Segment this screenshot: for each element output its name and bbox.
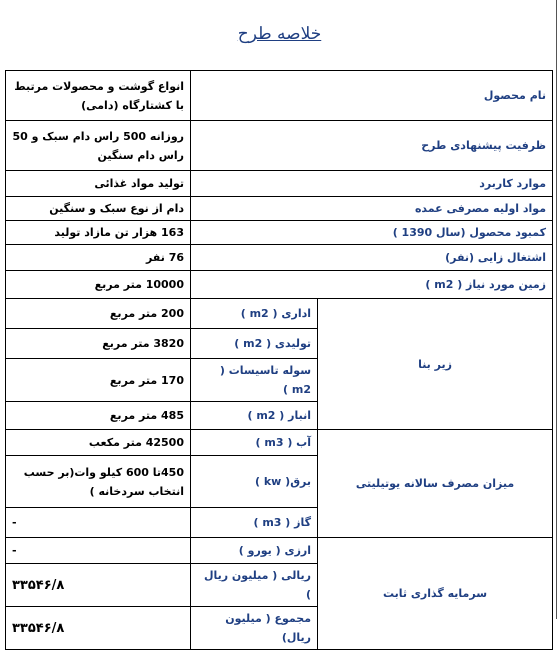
investment-foreign-value: -	[6, 538, 191, 564]
shortage-value: 163 هزار تن مازاد تولید	[6, 221, 191, 245]
usage-label: موارد کاربرد	[191, 171, 553, 197]
raw-materials-label: مواد اولیه مصرفی عمده	[191, 197, 553, 221]
table-row	[6, 121, 553, 171]
utilities-electricity-label: برق( kw )	[191, 456, 318, 508]
utilities-water-label: آب ( m3 )	[191, 430, 318, 456]
building-utility-hall-label: سوله تاسیسات ( m2 )	[191, 359, 318, 402]
investment-rial-value: ۳۳۵۴۶/۸	[6, 564, 191, 607]
page-edge	[556, 0, 557, 619]
table-row	[6, 271, 553, 299]
utilities-label: میزان مصرف سالانه یوتیلیتی	[318, 430, 553, 538]
investment-foreign-label: ارزی ( یورو )	[191, 538, 318, 564]
utilities-gas-value: -	[6, 508, 191, 538]
land-label: زمین مورد نیاز ( m2 )	[191, 271, 553, 299]
table-row	[6, 197, 553, 221]
investment-rial-label: ریالی ( میلیون ریال )	[191, 564, 318, 607]
table-row	[6, 245, 553, 271]
table-row	[6, 430, 553, 456]
building-office-label: اداری ( m2 )	[191, 299, 318, 329]
summary-table	[5, 70, 553, 650]
table-row	[6, 299, 553, 329]
utilities-water-value: 42500 متر مکعب	[6, 430, 191, 456]
page-title: خلاصه طرح	[237, 24, 322, 44]
employment-value: 76 نفر	[6, 245, 191, 271]
raw-materials-value: دام از نوع سبک و سنگین	[6, 197, 191, 221]
table-row	[6, 221, 553, 245]
shortage-label: کمبود محصول (سال 1390 )	[191, 221, 553, 245]
building-office-value: 200 متر مربع	[6, 299, 191, 329]
table-row	[6, 538, 553, 564]
utilities-gas-label: گاز ( m3 )	[191, 508, 318, 538]
investment-total-value: ۳۳۵۴۶/۸	[6, 607, 191, 650]
capacity-value: روزانه 500 راس دام سبک و 50 راس دام سنگین	[6, 121, 191, 171]
capacity-label: ظرفیت پیشنهادی طرح	[191, 121, 553, 171]
building-production-label: تولیدی ( m2 )	[191, 329, 318, 359]
product-name-value: انواع گوشت و محصولات مرتبط با کشتارگاه (دامی)	[6, 71, 191, 121]
building-production-value: 3820 متر مربع	[6, 329, 191, 359]
building-label: زیر بنا	[318, 299, 553, 430]
table-row	[6, 71, 553, 121]
utilities-electricity-value: 450تا 600 کیلو وات(بر حسب انتخاب سردخانه )	[6, 456, 191, 508]
employment-label: اشتغال زایی (نفر)	[191, 245, 553, 271]
investment-label: سرمایه گذاری ثابت	[318, 538, 553, 650]
product-name-label: نام محصول	[191, 71, 553, 121]
building-warehouse-label: انبار ( m2 )	[191, 402, 318, 430]
building-utility-hall-value: 170 متر مربع	[6, 359, 191, 402]
land-value: 10000 متر مربع	[6, 271, 191, 299]
usage-value: تولید مواد غذائی	[6, 171, 191, 197]
building-warehouse-value: 485 متر مربع	[6, 402, 191, 430]
table-row	[6, 171, 553, 197]
investment-total-label: مجموع ( میلیون ریال)	[191, 607, 318, 650]
